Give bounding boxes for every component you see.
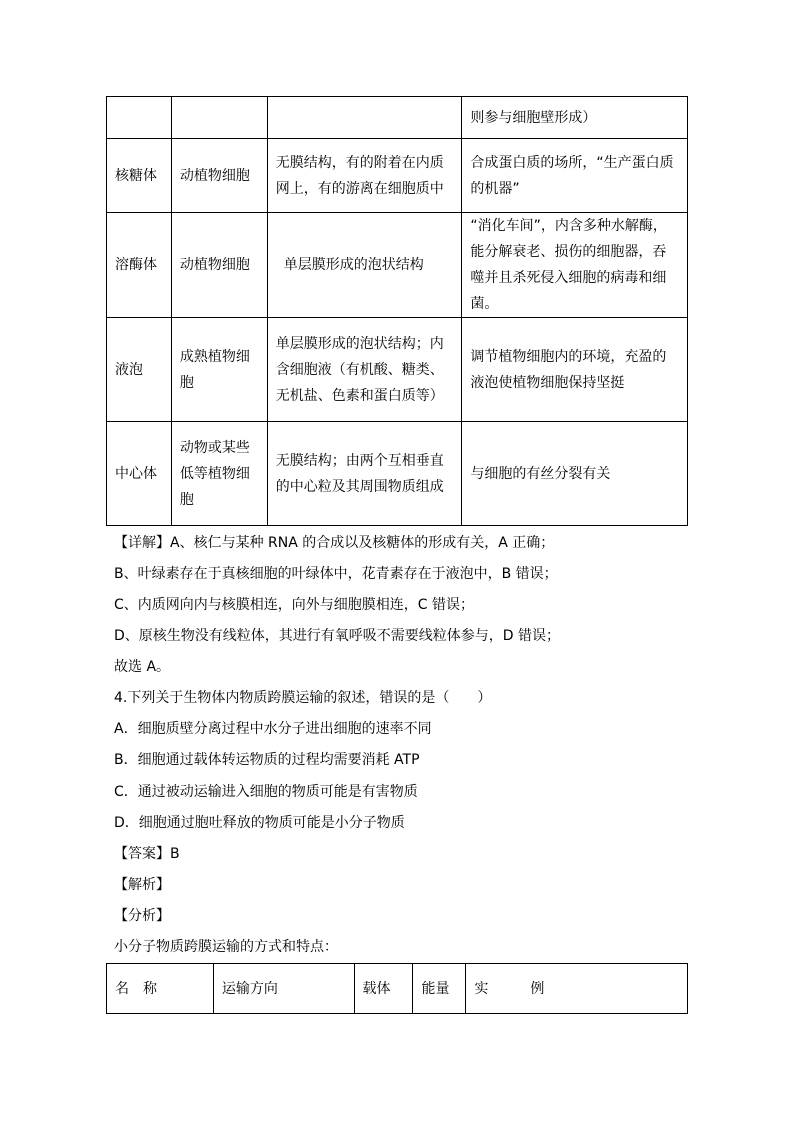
explanation-line-b: B、叶绿素存在于真核细胞的叶绿体中，花青素存在于液泡中，B 错误； bbox=[114, 566, 558, 582]
column-header: 运输方向 bbox=[213, 964, 354, 1014]
table-header-row bbox=[107, 964, 688, 1014]
organelle-table bbox=[106, 96, 688, 526]
organelle-name: 中心体 bbox=[107, 422, 172, 526]
table-row bbox=[107, 97, 688, 139]
table-row bbox=[107, 422, 688, 526]
explanation-line-a bbox=[114, 533, 554, 553]
option-a: A．细胞质壁分离过程中水分子进出细胞的速率不同 bbox=[114, 721, 432, 737]
transport-table bbox=[106, 963, 688, 1014]
option-d: D．细胞通过胞吐释放的物质可能是小分子物质 bbox=[114, 815, 405, 831]
organelle-distribution: 动植物细胞 bbox=[171, 139, 267, 213]
explanation-text: A、核仁与某种 RNA 的合成以及核糖体的形成有关，A 正确； bbox=[170, 535, 555, 551]
organelle-structure: 无膜结构；由两个互相垂直的中心粒及其周围物质组成 bbox=[267, 422, 462, 526]
organelle-distribution bbox=[171, 97, 267, 139]
option-b: B．细胞通过载体转运物质的过程均需要消耗 ATP bbox=[114, 752, 420, 768]
organelle-function: “消化车间”，内含多种水解酶，能分解衰老、损伤的细胞器，吞噬并且杀死侵入细胞的病毒和细菌。 bbox=[462, 213, 688, 318]
organelle-structure: 单层膜形成的泡状结构 bbox=[267, 213, 462, 318]
table-row bbox=[107, 139, 688, 213]
organelle-function: 调节植物细胞内的环境，充盈的液泡使植物细胞保持坚挺 bbox=[462, 318, 688, 422]
table-row bbox=[107, 213, 688, 318]
organelle-name: 溶酶体 bbox=[107, 213, 172, 318]
column-header: 名 称 bbox=[107, 964, 214, 1014]
organelle-name bbox=[107, 97, 172, 139]
answer-value: B bbox=[170, 846, 180, 862]
organelle-structure: 无膜结构，有的附着在内质网上，有的游离在细胞质中 bbox=[267, 139, 462, 213]
column-header: 载体 bbox=[354, 964, 413, 1014]
transport-intro: 小分子物质跨膜运输的方式和特点： bbox=[114, 939, 338, 955]
column-header: 能量 bbox=[413, 964, 466, 1014]
organelle-function: 则参与细胞壁形成） bbox=[462, 97, 688, 139]
organelle-function: 合成蛋白质的场所，“生产蛋白质的机器” bbox=[462, 139, 688, 213]
organelle-distribution: 成熟植物细胞 bbox=[171, 318, 267, 422]
column-header: 实 例 bbox=[466, 964, 688, 1014]
explanation-conclusion: 故选 A。 bbox=[114, 659, 171, 675]
answer-label: 【答案】 bbox=[114, 846, 170, 862]
explanation-line-c: C、内质网向内与核膜相连，向外与细胞膜相连，C 错误； bbox=[114, 597, 474, 613]
table-row bbox=[107, 318, 688, 422]
explanation-line-d: D、原核生物没有线粒体，其进行有氧呼吸不需要线粒体参与，D 错误； bbox=[114, 628, 561, 644]
explanation-label: 【详解】 bbox=[114, 535, 170, 551]
option-c: C．通过被动运输进入细胞的物质可能是有害物质 bbox=[114, 784, 418, 800]
question-stem: 4.下列关于生物体内物质跨膜运输的叙述，错误的是（ ） bbox=[114, 690, 492, 706]
organelle-name: 液泡 bbox=[107, 318, 172, 422]
organelle-structure bbox=[267, 97, 462, 139]
fenxi-label: 【分析】 bbox=[114, 908, 170, 924]
organelle-structure: 单层膜形成的泡状结构；内含细胞液（有机酸、糖类、无机盐、色素和蛋白质等） bbox=[267, 318, 462, 422]
answer-line bbox=[114, 844, 180, 864]
organelle-name: 核糖体 bbox=[107, 139, 172, 213]
analysis-label: 【解析】 bbox=[114, 877, 170, 893]
organelle-distribution: 动植物细胞 bbox=[171, 213, 267, 318]
organelle-function: 与细胞的有丝分裂有关 bbox=[462, 422, 688, 526]
organelle-distribution: 动物或某些低等植物细胞 bbox=[171, 422, 267, 526]
